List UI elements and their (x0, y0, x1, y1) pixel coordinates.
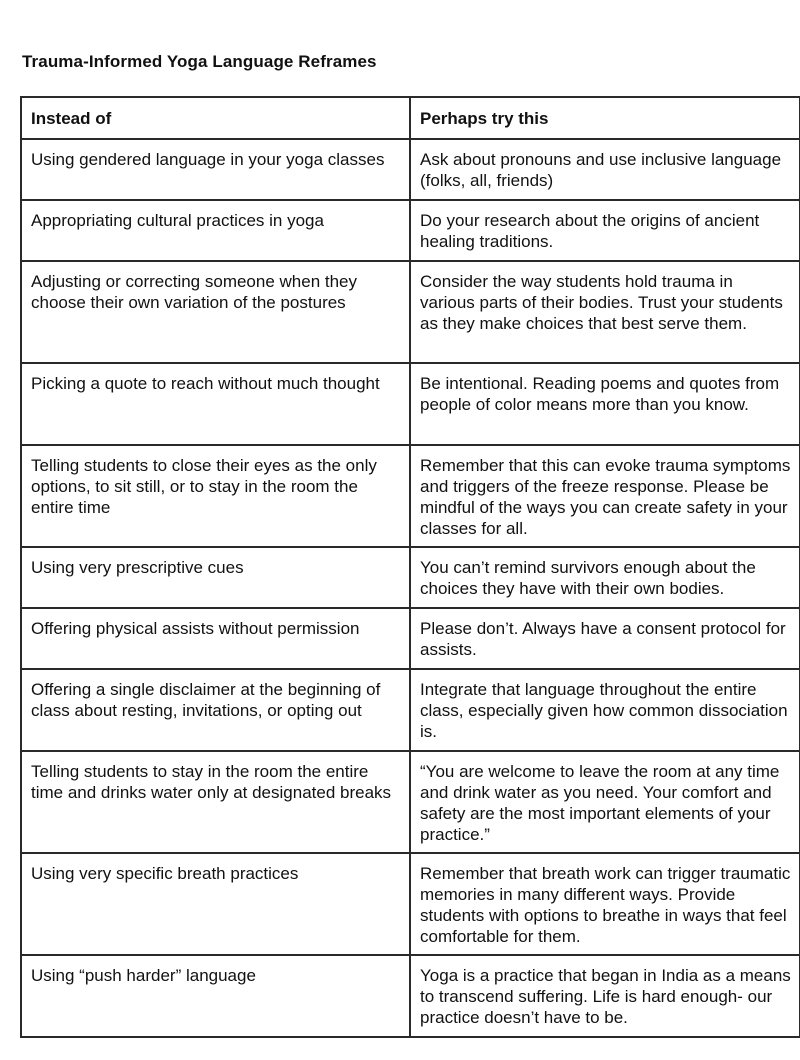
table-row (21, 547, 800, 608)
instead-of-cell: Using very prescriptive cues (21, 547, 410, 608)
perhaps-try-cell: Remember that this can evoke trauma symptoms and triggers of the freeze response. Please be mindful of the ways you can create safety in your classes for all. (410, 445, 800, 547)
table-header-row (21, 97, 800, 139)
table-row (21, 139, 800, 200)
column-header-perhaps-try-this: Perhaps try this (410, 97, 800, 139)
instead-of-cell: Offering physical assists without permission (21, 608, 410, 669)
table-row (21, 261, 800, 363)
table-row (21, 853, 800, 955)
table-row (21, 669, 800, 751)
instead-of-cell: Using very specific breath practices (21, 853, 410, 955)
instead-of-cell: Adjusting or correcting someone when they choose their own variation of the postures (21, 261, 410, 363)
perhaps-try-cell: Remember that breath work can trigger traumatic memories in many different ways. Provide students with options to breathe in ways that feel comfortable for them. (410, 853, 800, 955)
perhaps-try-cell: Be intentional. Reading poems and quotes from people of color means more than you know. (410, 363, 800, 445)
instead-of-cell: Telling students to close their eyes as the only options, to sit still, or to stay in the room the entire time (21, 445, 410, 547)
perhaps-try-cell: Ask about pronouns and use inclusive language (folks, all, friends) (410, 139, 800, 200)
document-title: Trauma-Informed Yoga Language Reframes (22, 52, 377, 71)
perhaps-try-cell: Consider the way students hold trauma in various parts of their bodies. Trust your students as they make choices that best serve them. (410, 261, 800, 363)
table-row (21, 363, 800, 445)
table-row (21, 751, 800, 853)
reframes-table (20, 96, 800, 1038)
instead-of-cell: Using gendered language in your yoga classes (21, 139, 410, 200)
perhaps-try-cell: Integrate that language throughout the entire class, especially given how common dissociation is. (410, 669, 800, 751)
instead-of-cell: Telling students to stay in the room the entire time and drinks water only at designated breaks (21, 751, 410, 853)
perhaps-try-cell: You can’t remind survivors enough about the choices they have with their own bodies. (410, 547, 800, 608)
table-row (21, 608, 800, 669)
instead-of-cell: Appropriating cultural practices in yoga (21, 200, 410, 261)
instead-of-cell: Picking a quote to reach without much thought (21, 363, 410, 445)
perhaps-try-cell: “You are welcome to leave the room at any time and drink water as you need. Your comfort and safety are the most important elements of your practice.” (410, 751, 800, 853)
table-row (21, 200, 800, 261)
instead-of-cell: Offering a single disclaimer at the beginning of class about resting, invitations, or opting out (21, 669, 410, 751)
instead-of-cell: Using “push harder” language (21, 955, 410, 1037)
perhaps-try-cell: Do your research about the origins of ancient healing traditions. (410, 200, 800, 261)
perhaps-try-cell: Please don’t. Always have a consent protocol for assists. (410, 608, 800, 669)
perhaps-try-cell: Yoga is a practice that began in India as a means to transcend suffering. Life is hard enough- our practice doesn’t have to be. (410, 955, 800, 1037)
table-row (21, 445, 800, 547)
column-header-instead-of: Instead of (21, 97, 410, 139)
table-row (21, 955, 800, 1037)
